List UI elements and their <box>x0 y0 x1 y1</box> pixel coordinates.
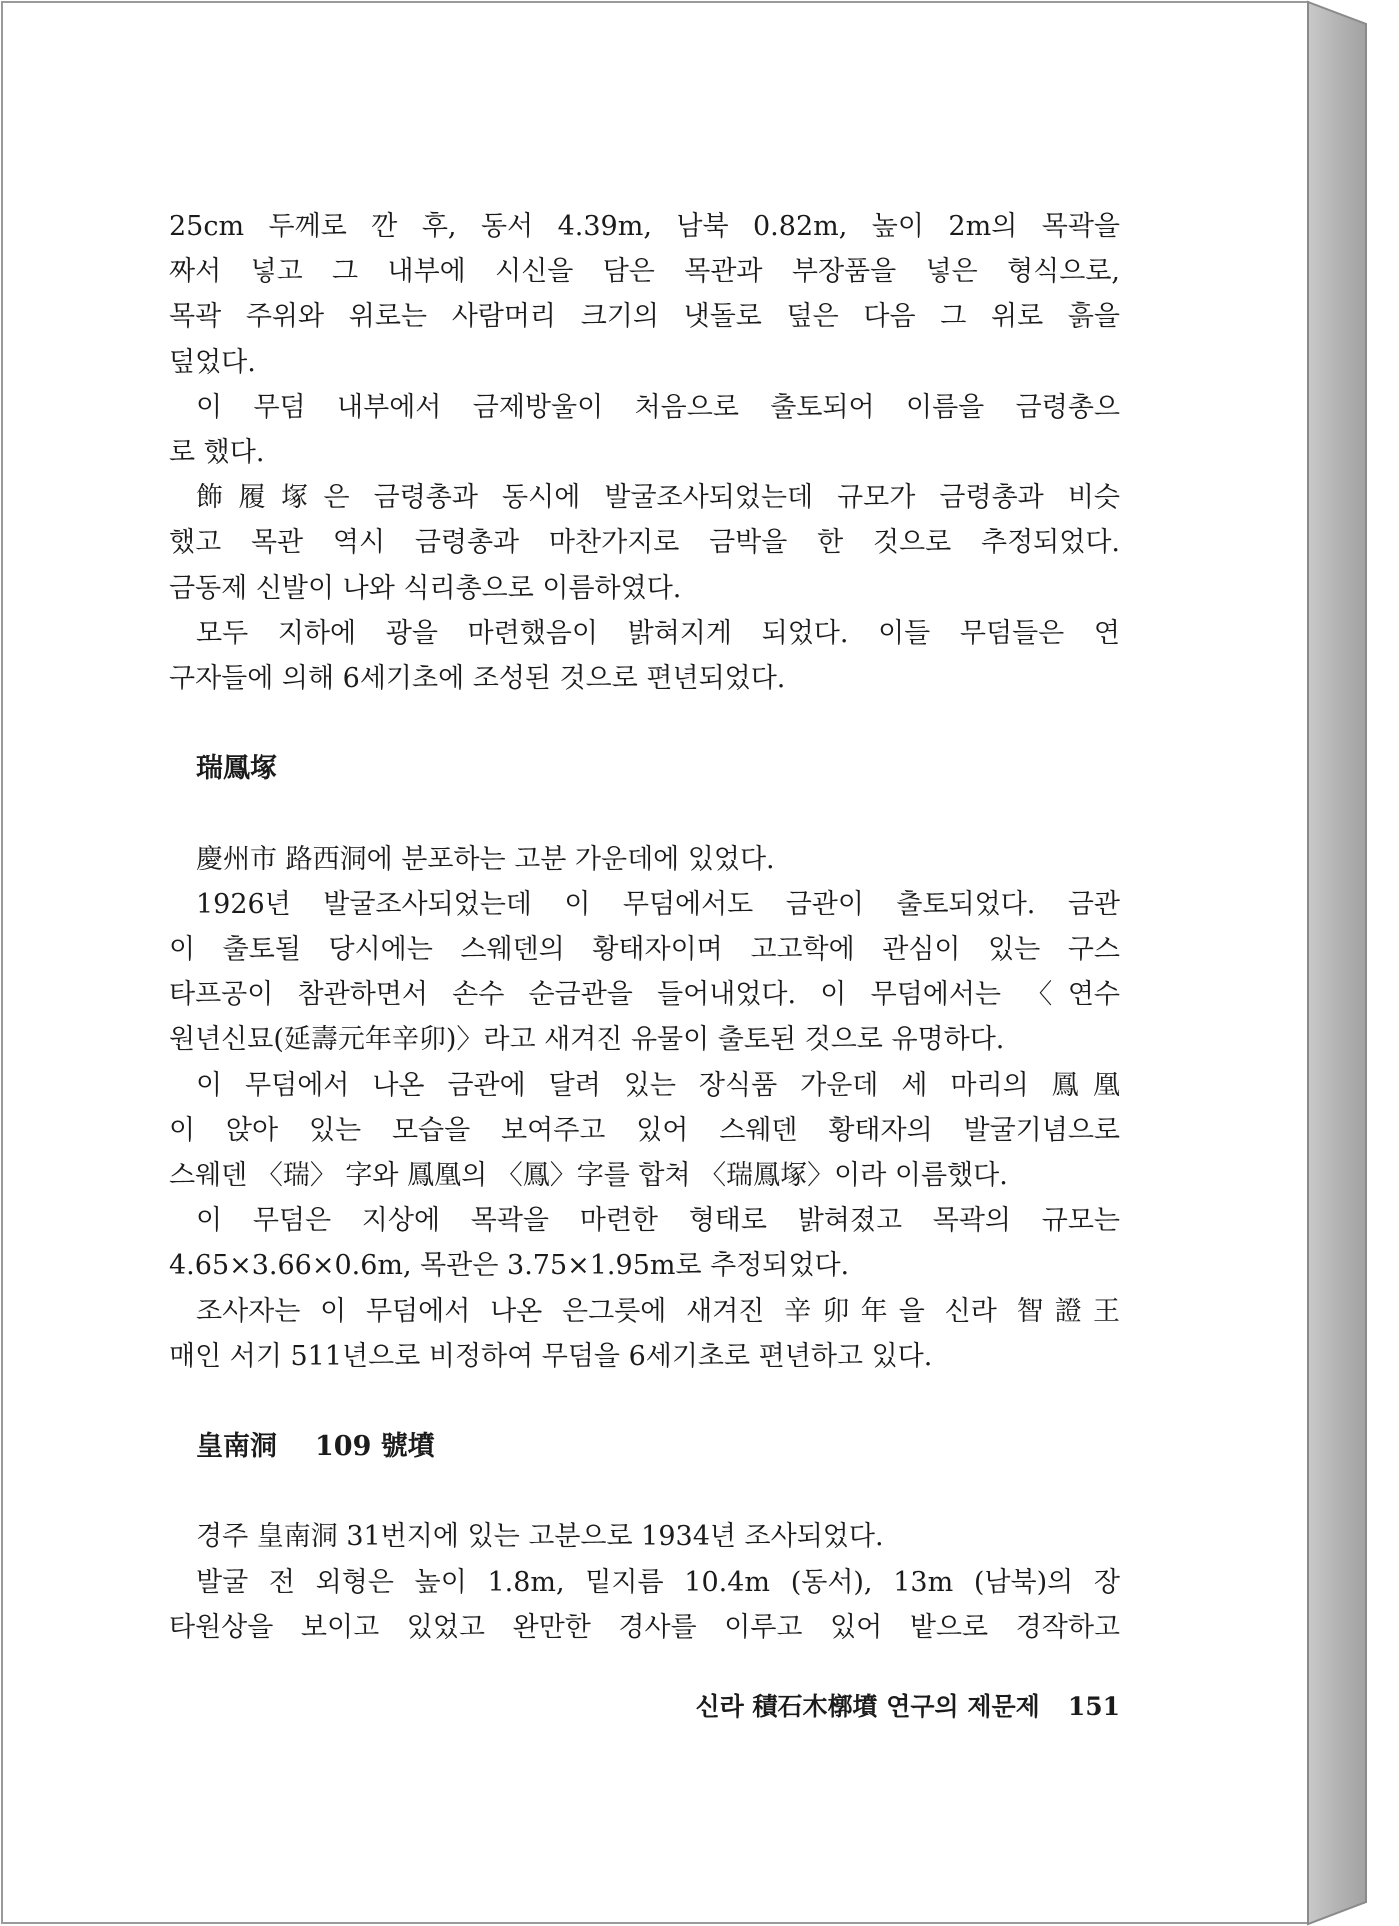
text-line: 매인 서기 511년으로 비정하여 무덤을 6세기초로 편년하고 있다. <box>169 1340 933 1372</box>
text-line: 스웨덴 〈瑞〉 字와 鳳凰의 〈鳳〉字를 합쳐 〈瑞鳳塚〉이라 이름했다. <box>169 1159 1008 1191</box>
paragraph <box>169 1514 1120 1559</box>
paragraph <box>169 837 1120 882</box>
page-number: 151 <box>1067 1692 1120 1721</box>
paragraph <box>169 1289 1120 1379</box>
text-line: 경주 皇南洞 31번지에 있는 고분으로 1934년 조사되었다. <box>196 1521 884 1553</box>
paragraph <box>169 1560 1120 1650</box>
section-heading <box>169 746 1120 791</box>
body-text <box>169 204 1120 1650</box>
section-heading-text: 瑞鳳塚 <box>196 753 277 785</box>
text-line: 구자들에 의해 6세기초에 조성된 것으로 편년되었다. <box>169 662 786 694</box>
text-line: 이 앉아 있는 모습을 보여주고 있어 스웨덴 황태자의 발굴기념으로 <box>169 1114 1120 1146</box>
paragraph <box>169 204 1120 385</box>
text-line: 모두 지하에 광을 마련했음이 밝혀지게 되었다. 이들 무덤들은 연 <box>196 617 1120 649</box>
paragraph <box>169 882 1120 1063</box>
book-edge <box>1308 2 1366 1924</box>
text-line: 1926년 발굴조사되었는데 이 무덤에서도 금관이 출토되었다. 금관 <box>196 888 1120 920</box>
text-line: 타원상을 보이고 있었고 완만한 경사를 이루고 있어 밭으로 경작하고 <box>169 1611 1120 1643</box>
running-title: 신라 積石木槨墳 연구의 제문제 <box>695 1692 1040 1721</box>
text-line: 발굴 전 외형은 높이 1.8m, 밑지름 10.4m (동서), 13m (남북)의 장 <box>196 1566 1120 1598</box>
text-line: 금동제 신발이 나와 식리총으로 이름하였다. <box>169 572 682 604</box>
text-line: 4.65×3.66×0.6m, 목관은 3.75×1.95m로 추정되었다. <box>169 1250 850 1282</box>
text-line: 慶州市 路西洞에 분포하는 고분 가운데에 있었다. <box>196 843 775 875</box>
text-line: 25cm 두께로 깐 후, 동서 4.39m, 남북 0.82m, 높이 2m의 목곽을 <box>169 211 1120 242</box>
text-line: 이 출토될 당시에는 스웨덴의 황태자이며 고고학에 관심이 있는 구스 <box>169 934 1120 965</box>
section-heading-text: 皇南洞 <box>196 1431 277 1463</box>
text-line: 이 무덤에서 나온 금관에 달려 있는 장식품 가운데 세 마리의 鳳凰 <box>196 1069 1120 1101</box>
paragraph <box>169 475 1120 611</box>
text-line: 덮었다. <box>169 346 256 378</box>
section-hwangnamdong-109 <box>169 1424 1120 1650</box>
paragraph <box>169 1063 1120 1199</box>
text-line: 이 무덤 내부에서 금제방울이 처음으로 출토되어 이름을 금령총으 <box>196 391 1120 423</box>
text-line: 했고 목관 역시 금령총과 마찬가지로 금박을 한 것으로 추정되었다. <box>169 527 1120 559</box>
section-seobongchong <box>169 746 1120 1379</box>
text-line: 원년신묘(延壽元年辛卯)〉라고 새겨진 유물이 출토된 것으로 유명하다. <box>169 1024 1005 1056</box>
text-line: 타프공이 참관하면서 손수 순금관을 들어내었다. 이 무덤에서는 〈연수 <box>169 979 1120 1011</box>
text-line: 飾履塚은 금령총과 동시에 발굴조사되었는데 규모가 금령총과 비슷 <box>196 482 1120 514</box>
text-line: 짜서 넣고 그 내부에 시신을 담은 목관과 부장품을 넣은 형식으로, <box>169 256 1120 288</box>
paragraph <box>169 611 1120 701</box>
text-line: 이 무덤은 지상에 목곽을 마련한 형태로 밝혀졌고 목곽의 규모는 <box>196 1205 1120 1237</box>
text-line: 조사자는 이 무덤에서 나온 은그릇에 새겨진 辛卯年을 신라 智證王 <box>196 1295 1120 1327</box>
running-footer <box>169 1684 1120 1729</box>
text-line: 목곽 주위와 위로는 사람머리 크기의 냇돌로 덮은 다음 그 위로 흙을 <box>169 301 1120 333</box>
text-line: 로 했다. <box>169 436 265 468</box>
section-heading <box>169 1424 1120 1469</box>
paragraph <box>169 385 1120 475</box>
section-heading-number: 109 號墳 <box>315 1431 435 1463</box>
paragraph <box>169 1198 1120 1288</box>
